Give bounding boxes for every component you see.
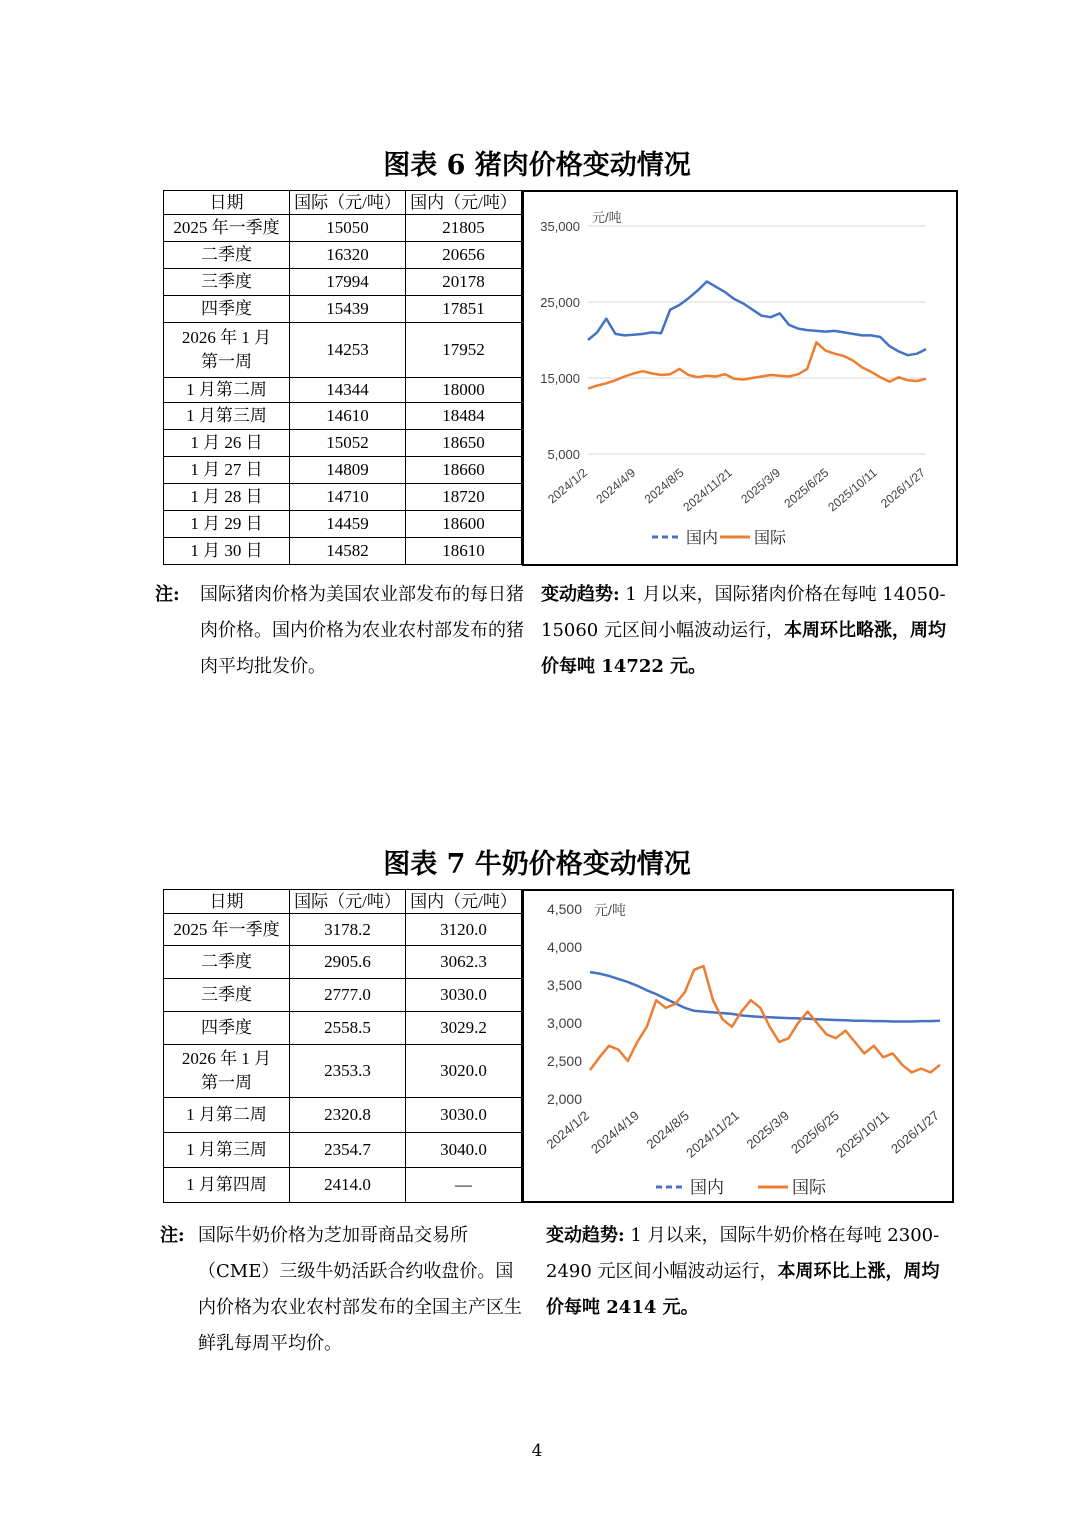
table-cell-international: 17994 — [290, 269, 406, 296]
table-cell-international: 2777.0 — [290, 979, 406, 1012]
table-cell-domestic: 18720 — [406, 484, 522, 511]
legend-entry: 国内 — [686, 530, 719, 547]
table-cell-date: 2025 年一季度 — [164, 215, 290, 242]
table-row — [164, 215, 522, 242]
table-cell-domestic: 18000 — [406, 378, 522, 403]
table-cell-international: 15050 — [290, 215, 406, 242]
table-cell-international: 14459 — [290, 511, 406, 538]
x-tick-label: 2025/3/9 — [738, 465, 784, 507]
table-cell-date: 2026 年 1 月 第一周 — [164, 1045, 290, 1098]
pork-trend — [541, 577, 951, 685]
y-tick-label: 2,000 — [546, 1091, 582, 1107]
table-cell-date: 四季度 — [164, 1012, 290, 1045]
y-tick-label: 25,000 — [540, 295, 580, 310]
pork-line-chart-svg — [524, 192, 956, 564]
y-tick-label: 3,000 — [546, 1015, 582, 1031]
series-line-international — [590, 966, 940, 1072]
table-row — [164, 242, 522, 269]
y-tick-label: 2,500 — [546, 1053, 582, 1069]
table-row — [164, 538, 522, 565]
pork-chart-title: 图表 6 猪肉价格变动情况 — [383, 150, 691, 181]
y-tick-label: 35,000 — [540, 219, 580, 234]
y-tick-label: 4,000 — [546, 939, 582, 955]
table-cell-date: 三季度 — [164, 979, 290, 1012]
table-cell-domestic: — — [406, 1168, 522, 1203]
table-row — [164, 1168, 522, 1203]
table-cell-domestic: 18660 — [406, 457, 522, 484]
table-cell-international: 14809 — [290, 457, 406, 484]
table-cell-international: 3178.2 — [290, 914, 406, 946]
table-cell-international: 14344 — [290, 378, 406, 403]
table-cell-international: 14710 — [290, 484, 406, 511]
x-tick-label: 2024/11/21 — [680, 465, 735, 515]
table-cell-date: 四季度 — [164, 296, 290, 323]
table-row — [164, 378, 522, 403]
table-row — [164, 296, 522, 323]
table-header-date: 日期 — [164, 191, 290, 215]
table-row — [164, 269, 522, 296]
x-tick-label: 2025/10/11 — [825, 465, 880, 515]
series-line-domestic — [588, 282, 926, 356]
pork-trend-bold: 本周环比略涨，周均价每吨 14722 元。 — [541, 620, 946, 677]
table-cell-international: 14253 — [290, 323, 406, 378]
table-cell-domestic: 3030.0 — [406, 1098, 522, 1133]
table-row — [164, 946, 522, 979]
table-cell-domestic: 20656 — [406, 242, 522, 269]
milk-chart-title: 图表 7 牛奶价格变动情况 — [383, 849, 691, 880]
table-header-domestic: 国内（元/吨） — [406, 191, 522, 215]
table-header-international: 国际（元/吨） — [290, 191, 406, 215]
table-cell-international: 14610 — [290, 403, 406, 430]
unit-label: 元/吨 — [594, 902, 626, 918]
y-tick-label: 3,500 — [546, 977, 582, 993]
x-tick-label: 2024/8/5 — [643, 1107, 692, 1152]
y-tick-label: 4,500 — [546, 901, 582, 917]
x-tick-label: 2026/1/27 — [878, 465, 928, 511]
table-row — [164, 1012, 522, 1045]
table-header-domestic: 国内（元/吨） — [406, 890, 522, 914]
page-number: 4 — [531, 1441, 543, 1461]
table-row — [164, 430, 522, 457]
table-cell-domestic: 3030.0 — [406, 979, 522, 1012]
milk-price-table — [163, 889, 522, 1203]
table-cell-date: 二季度 — [164, 242, 290, 269]
x-tick-label: 2024/8/5 — [641, 465, 687, 507]
table-cell-domestic: 3120.0 — [406, 914, 522, 946]
table-cell-domestic: 18600 — [406, 511, 522, 538]
milk-chart — [522, 889, 954, 1203]
table-cell-date: 1 月 29 日 — [164, 511, 290, 538]
pork-price-table — [163, 190, 522, 565]
table-row — [164, 979, 522, 1012]
table-row — [164, 511, 522, 538]
table-cell-international: 2558.5 — [290, 1012, 406, 1045]
table-cell-domestic: 17851 — [406, 296, 522, 323]
milk-trend-bold: 本周环比上涨，周均价每吨 2414 元。 — [546, 1261, 940, 1318]
milk-note-text: 国际牛奶价格为芝加哥商品交易所（CME）三级牛奶活跃合约收盘价。国内价格为农业农村部发布的全国主产区生鲜乳每周平均价。 — [198, 1225, 522, 1354]
x-tick-label: 2024/4/9 — [593, 465, 639, 507]
milk-line-chart-svg — [524, 891, 952, 1201]
table-cell-date: 1 月第三周 — [164, 1133, 290, 1168]
table-cell-international: 2414.0 — [290, 1168, 406, 1203]
table-cell-domestic: 20178 — [406, 269, 522, 296]
table-cell-international: 15439 — [290, 296, 406, 323]
table-cell-date: 1 月第二周 — [164, 1098, 290, 1133]
table-cell-date: 二季度 — [164, 946, 290, 979]
pork-trend-text: 1 月以来，国际猪肉价格在每吨 14050-15060 元区间小幅波动运行， — [541, 584, 946, 641]
y-tick-label: 5,000 — [547, 447, 580, 462]
table-cell-date: 1 月 30 日 — [164, 538, 290, 565]
x-tick-label: 2025/6/25 — [781, 465, 832, 511]
table-row — [164, 484, 522, 511]
pork-note-label: 注: — [155, 584, 180, 605]
milk-trend — [546, 1218, 950, 1326]
milk-trend-label: 变动趋势: — [546, 1225, 625, 1246]
milk-note — [160, 1218, 525, 1362]
pork-trend-label: 变动趋势: — [541, 584, 620, 605]
table-cell-domestic: 3020.0 — [406, 1045, 522, 1098]
table-cell-domestic: 17952 — [406, 323, 522, 378]
table-row — [164, 1045, 522, 1098]
milk-note-label: 注: — [160, 1225, 185, 1246]
x-tick-label: 2025/6/25 — [787, 1107, 842, 1157]
table-cell-domestic: 21805 — [406, 215, 522, 242]
pork-chart — [522, 190, 958, 566]
x-tick-label: 2024/1/2 — [543, 1107, 592, 1152]
table-cell-international: 2320.8 — [290, 1098, 406, 1133]
table-cell-date: 1 月 27 日 — [164, 457, 290, 484]
table-cell-date: 1 月第三周 — [164, 403, 290, 430]
table-cell-date: 2025 年一季度 — [164, 914, 290, 946]
table-header-date: 日期 — [164, 890, 290, 914]
table-cell-date: 1 月 26 日 — [164, 430, 290, 457]
table-cell-date: 1 月 28 日 — [164, 484, 290, 511]
table-cell-domestic: 3062.3 — [406, 946, 522, 979]
legend-entry: 国际 — [754, 530, 787, 547]
x-tick-label: 2026/1/27 — [887, 1107, 942, 1157]
table-cell-international: 16320 — [290, 242, 406, 269]
table-cell-date: 2026 年 1 月 第一周 — [164, 323, 290, 378]
x-tick-label: 2025/10/11 — [833, 1107, 892, 1161]
pork-note — [155, 577, 525, 685]
x-tick-label: 2024/1/2 — [545, 465, 590, 507]
series-line-domestic — [590, 972, 940, 1021]
milk-trend-text: 1 月以来，国际牛奶价格在每吨 2300-2490 元区间小幅波动运行， — [546, 1225, 940, 1282]
table-cell-domestic: 18484 — [406, 403, 522, 430]
table-cell-date: 三季度 — [164, 269, 290, 296]
x-tick-label: 2024/11/21 — [683, 1107, 742, 1161]
table-cell-date: 1 月第四周 — [164, 1168, 290, 1203]
x-tick-label: 2025/3/9 — [743, 1107, 792, 1152]
unit-label: 元/吨 — [592, 210, 622, 225]
table-cell-domestic: 3040.0 — [406, 1133, 522, 1168]
series-line-international — [588, 342, 926, 388]
table-row — [164, 457, 522, 484]
legend-entry: 国际 — [792, 1178, 826, 1197]
table-cell-international: 2905.6 — [290, 946, 406, 979]
legend-entry: 国内 — [690, 1178, 724, 1197]
table-row — [164, 1133, 522, 1168]
table-row — [164, 323, 522, 378]
table-cell-domestic: 3029.2 — [406, 1012, 522, 1045]
table-cell-date: 1 月第二周 — [164, 378, 290, 403]
pork-note-text: 国际猪肉价格为美国农业部发布的每日猪肉价格。国内价格为农业农村部发布的猪肉平均批发价。 — [200, 584, 524, 677]
table-cell-international: 2354.7 — [290, 1133, 406, 1168]
x-tick-label: 2024/4/19 — [587, 1107, 642, 1157]
table-row — [164, 914, 522, 946]
y-tick-label: 15,000 — [540, 371, 580, 386]
table-cell-international: 14582 — [290, 538, 406, 565]
table-cell-domestic: 18650 — [406, 430, 522, 457]
table-row — [164, 403, 522, 430]
table-cell-domestic: 18610 — [406, 538, 522, 565]
table-cell-international: 15052 — [290, 430, 406, 457]
table-header-international: 国际（元/吨） — [290, 890, 406, 914]
table-cell-international: 2353.3 — [290, 1045, 406, 1098]
table-row — [164, 1098, 522, 1133]
